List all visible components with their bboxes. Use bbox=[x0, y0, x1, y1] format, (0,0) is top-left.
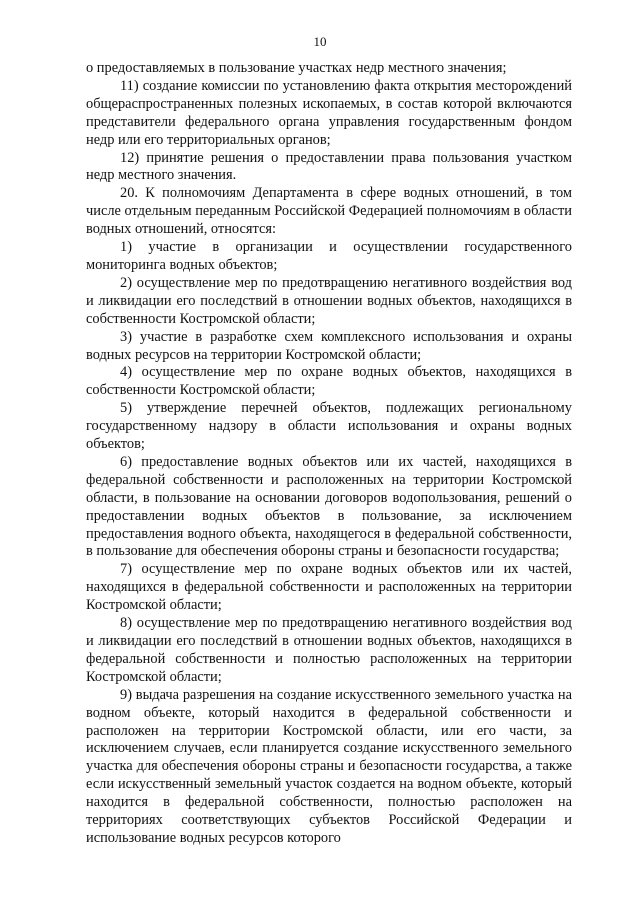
paragraph-item-8: 8) осуществление мер по предотвращению негативного воздействия вод и ликвидации его последствий в отношении водных объектов, находящихся в федеральной собственности и полностью расположенных на территории Костромской области; bbox=[86, 615, 572, 685]
paragraph-item-3: 3) участие в разработке схем комплексного использования и охраны водных ресурсов на территории Костромской области; bbox=[86, 328, 572, 363]
paragraph-item-5: 5) утверждение перечней объектов, подлежащих региональному государственному надзору в области использования и охраны водных объектов; bbox=[86, 400, 572, 453]
document-body bbox=[86, 60, 572, 848]
paragraph-continuation: о предоставляемых в пользование участках недр местного значения; bbox=[86, 60, 507, 76]
page-number: 10 bbox=[313, 34, 327, 49]
paragraph-item-6: 6) предоставление водных объектов или их частей, находящихся в федеральной собственности и расположенных на территории Костромской области, в пользование на основании договоров водопользования, решений о предоставлении водных объектов в пользование, за исключением предоставления водного объекта, находящегося в федеральной собственности, в пользование для обеспечения обороны страны и безопасности государства; bbox=[86, 453, 572, 560]
paragraph-item-9: 9) выдача разрешения на создание искусственного земельного участка на водном объекте, который находится в федеральной собственности и расположен на территории Костромской области, или его части, за исключением случаев, если планируется создание искусственного земельного участка для обеспечения обороны страны и безопасности государства, а также если искусственный земельный участок создается на водном объекте, который находится в федеральной собственности, полностью расположен на территориях соответствующих субъектов Российской Федерации и использование водных ресурсов которого bbox=[86, 686, 572, 846]
paragraph-item-2: 2) осуществление мер по предотвращению негативного воздействия вод и ликвидации его последствий в отношении водных объектов, находящихся в собственности Костромской области; bbox=[86, 274, 572, 327]
paragraph-item-12: 12) принятие решения о предоставлении права пользования участком недр местного значения. bbox=[86, 149, 572, 184]
paragraph-item-4: 4) осуществление мер по охране водных объектов, находящихся в собственности Костромской области; bbox=[86, 364, 572, 399]
paragraph-item-7: 7) осуществление мер по охране водных объектов или их частей, находящихся в федеральной собственности и расположенных на территории Костромской области; bbox=[86, 561, 572, 614]
paragraph-section-20: 20. К полномочиям Департамента в сфере водных отношений, в том числе отдельным переданным Российской Федерацией полномочиям в области водных отношений, относятся: bbox=[86, 185, 572, 238]
paragraph-item-11: 11) создание комиссии по установлению факта открытия месторождений общераспространенных полезных ископаемых, в состав которой включаются представители федерального органа управления государственным фондом недр или его территориальных органов; bbox=[86, 77, 572, 148]
paragraph-item-1: 1) участие в организации и осуществлении государственного мониторинга водных объектов; bbox=[86, 239, 572, 273]
